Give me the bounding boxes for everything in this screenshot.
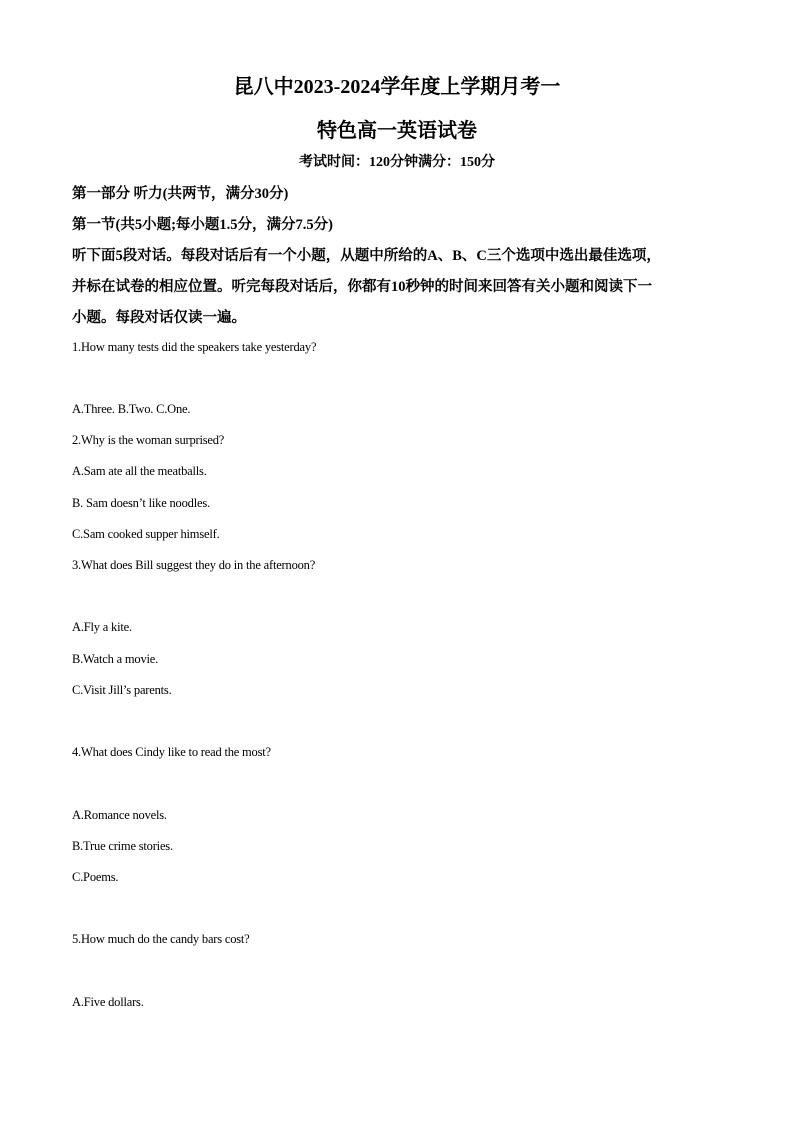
- question-2-option-a: A.Sam ate all the meatballs.: [72, 464, 207, 478]
- question-4-stem: 4.What does Cindy like to read the most?: [72, 745, 271, 759]
- question-3-stem: 3.What does Bill suggest they do in the afternoon?: [72, 558, 316, 572]
- question-2-stem: 2.Why is the woman surprised?: [72, 433, 225, 447]
- exam-subtitle: 特色高一英语试卷: [317, 120, 477, 142]
- instructions-line-2: 并标在试卷的相应位置。听完每段对话后，你都有10秒钟的时间来回答有关小题和阅读下一: [72, 279, 652, 295]
- question-4-option-c: C.Poems.: [72, 870, 119, 884]
- exam-title: 昆八中2023-2024学年度上学期月考一: [233, 76, 561, 98]
- question-3-option-c: C.Visit Jill’s parents.: [72, 683, 172, 697]
- question-3-option-b: B.Watch a movie.: [72, 652, 159, 666]
- question-2-option-c: C.Sam cooked supper himself.: [72, 527, 220, 541]
- instructions-line-1: 听下面5段对话。每段对话后有一个小题，从题中所给的A、B、C三个选项中选出最佳选项，: [72, 248, 661, 264]
- question-5-stem: 5.How much do the candy bars cost?: [72, 932, 250, 946]
- section-heading: 第一节(共5小题;每小题1.5分，满分7.5分): [72, 217, 333, 233]
- exam-time-info: 考试时间：120分钟满分：150分: [299, 155, 495, 170]
- question-1-options: A.Three. B.Two. C.One.: [72, 402, 191, 416]
- question-1-stem: 1.How many tests did the speakers take yesterday?: [72, 340, 317, 354]
- question-4-option-b: B.True crime stories.: [72, 839, 173, 853]
- question-5-option-a: A.Five dollars.: [72, 995, 144, 1009]
- question-2-option-b: B. Sam doesn’t like noodles.: [72, 496, 210, 510]
- question-4-option-a: A.Romance novels.: [72, 808, 167, 822]
- part-heading: 第一部分 听力(共两节，满分30分): [72, 186, 289, 202]
- question-3-option-a: A.Fly a kite.: [72, 620, 132, 634]
- instructions-line-3: 小题。每段对话仅读一遍。: [72, 310, 246, 326]
